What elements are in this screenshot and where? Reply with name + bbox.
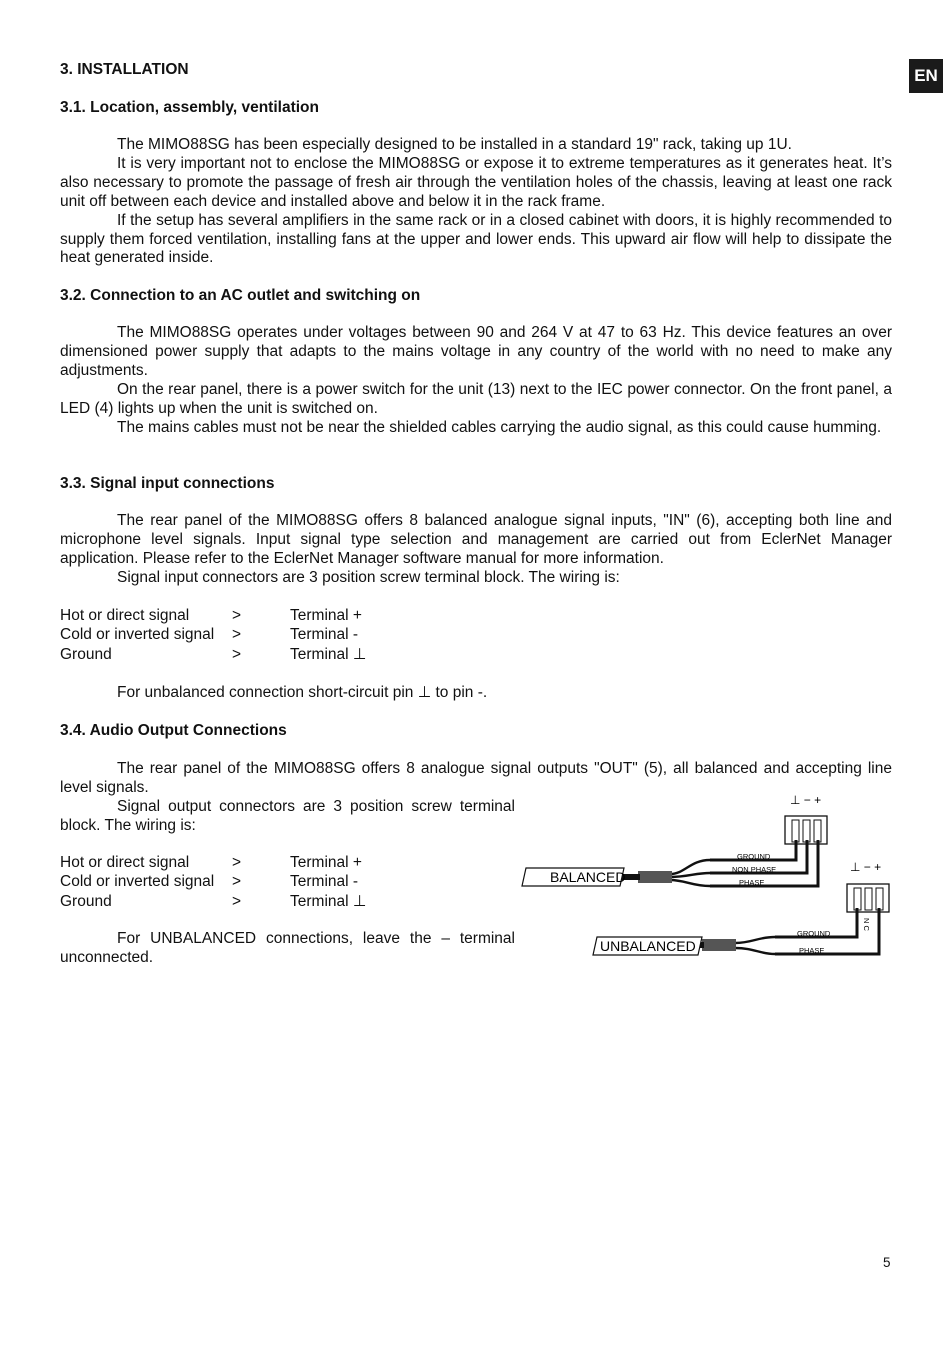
section-3-3-title: 3.3. Signal input connections bbox=[60, 475, 275, 492]
unbalanced-cable-braid bbox=[702, 939, 736, 951]
unbalanced-terminal-block bbox=[847, 884, 889, 912]
paragraph: For unbalanced connection short-circuit pin ⊥ to pin -. bbox=[117, 684, 488, 701]
section-3-4-body-2 bbox=[60, 798, 515, 836]
wiring-signal: Ground bbox=[60, 645, 112, 663]
section-3-3-body bbox=[60, 512, 892, 588]
wire-label-ground: GROUND bbox=[797, 929, 831, 938]
section-3-3-note bbox=[60, 684, 892, 703]
table-row bbox=[60, 892, 366, 912]
section-3-1-body bbox=[60, 136, 892, 268]
section-3-4-title: 3.4. Audio Output Connections bbox=[60, 722, 287, 739]
table-row bbox=[60, 873, 366, 893]
unbalanced-cable-leads bbox=[735, 937, 775, 954]
wiring-terminal: Terminal - bbox=[290, 873, 359, 891]
paragraph: It is very important not to enclose the MIMO88SG or expose it to extreme temperatures as it generates heat. It’s also necessary to promote the passage of fresh air through the ventilation holes of the chassis, leaving at least one rack unit off between each device and installed above and below it in the rack frame. bbox=[60, 154, 892, 210]
wiring-arrow: > bbox=[232, 873, 242, 891]
unbalanced-label-box bbox=[593, 937, 702, 955]
paragraph: Signal input connectors are 3 position screw terminal block. The wiring is: bbox=[117, 568, 620, 586]
wiring-diagram bbox=[520, 788, 900, 968]
wiring-arrow: > bbox=[232, 645, 242, 663]
balanced-label: BALANCED bbox=[550, 869, 626, 885]
output-wiring-table bbox=[60, 853, 366, 912]
input-wiring-table bbox=[60, 606, 366, 665]
wiring-terminal: Terminal - bbox=[290, 626, 359, 644]
balanced-cable-braid bbox=[638, 871, 672, 883]
paragraph: On the rear panel, there is a power switch for the unit (13) next to the IEC power connector. On the front panel, a LED (4) lights up when the unit is switched on. bbox=[60, 380, 892, 417]
paragraph: The rear panel of the MIMO88SG offers 8 analogue signal outputs "OUT" (5), all balanced and accepting line level signals. bbox=[60, 760, 892, 796]
nc-label: N C bbox=[862, 918, 871, 931]
balanced-terminal-symbols: ⊥ − + bbox=[790, 793, 822, 807]
language-badge: EN bbox=[909, 59, 943, 93]
wire-label-phase: PHASE bbox=[799, 946, 825, 955]
paragraph: Signal output connectors are 3 position screw terminal block. The wiring is: bbox=[60, 798, 515, 834]
page-number: 5 bbox=[883, 1255, 891, 1270]
section-3-1-title: 3.1. Location, assembly, ventilation bbox=[60, 99, 319, 116]
wiring-signal: Ground bbox=[60, 892, 112, 910]
table-row bbox=[60, 645, 366, 665]
wiring-arrow: > bbox=[232, 606, 242, 624]
wiring-terminal: Terminal + bbox=[290, 606, 362, 624]
balanced-cable-leads bbox=[670, 860, 710, 886]
wire-label-phase: PHASE bbox=[739, 878, 765, 887]
paragraph: The MIMO88SG operates under voltages between 90 and 264 V at 47 to 63 Hz. This device features an over dimensioned power supply that adapts to the mains voltage in any country of the world with no need to make any adjustments. bbox=[60, 324, 892, 379]
section-3-2-body bbox=[60, 324, 892, 437]
wiring-signal: Cold or inverted signal bbox=[60, 873, 215, 891]
paragraph: The MIMO88SG has been especially designed to be installed in a standard 19" rack, taking up 1U. bbox=[117, 136, 792, 153]
unbalanced-label: UNBALANCED bbox=[600, 938, 696, 954]
wiring-signal: Cold or inverted signal bbox=[60, 626, 215, 644]
section-3-2-title: 3.2. Connection to an AC outlet and switching on bbox=[60, 287, 421, 304]
table-row bbox=[60, 626, 366, 646]
paragraph: The mains cables must not be near the shielded cables carrying the audio signal, as this could cause humming. bbox=[117, 418, 882, 436]
unbalanced-terminal-symbols: ⊥ − + bbox=[850, 860, 882, 874]
balanced-terminal-block bbox=[785, 816, 827, 844]
paragraph: If the setup has several amplifiers in the same rack or in a closed cabinet with doors, it is highly recommended to supply them forced ventilation, installing fans at the upper and lower ends. This upward air flow will help to dissipate the heat generated inside. bbox=[60, 211, 892, 267]
table-row bbox=[60, 606, 366, 626]
wiring-arrow: > bbox=[232, 892, 242, 910]
section-3-title: 3. INSTALLATION bbox=[60, 61, 189, 78]
wire-label-non-phase: NON PHASE bbox=[732, 865, 777, 874]
wiring-arrow: > bbox=[232, 626, 242, 644]
wiring-signal: Hot or direct signal bbox=[60, 606, 190, 624]
balanced-label-box bbox=[522, 868, 625, 886]
paragraph: For UNBALANCED connections, leave the – terminal unconnected. bbox=[60, 930, 515, 966]
wiring-arrow: > bbox=[232, 853, 242, 871]
section-3-4-note bbox=[60, 930, 515, 968]
wiring-signal: Hot or direct signal bbox=[60, 853, 190, 871]
paragraph: The rear panel of the MIMO88SG offers 8 balanced analogue signal inputs, "IN" (6), accepting both line and microphone level signals. Input signal type selection and management are carried out from EclerNet Manager application. Please refer to the EclerNet Manager software manual for more information. bbox=[60, 512, 892, 567]
table-row bbox=[60, 853, 366, 873]
wiring-terminal: Terminal + bbox=[290, 853, 362, 871]
wiring-terminal: Terminal ⊥ bbox=[290, 646, 367, 664]
wire-label-ground: GROUND bbox=[737, 852, 771, 861]
wiring-terminal: Terminal ⊥ bbox=[290, 893, 367, 911]
